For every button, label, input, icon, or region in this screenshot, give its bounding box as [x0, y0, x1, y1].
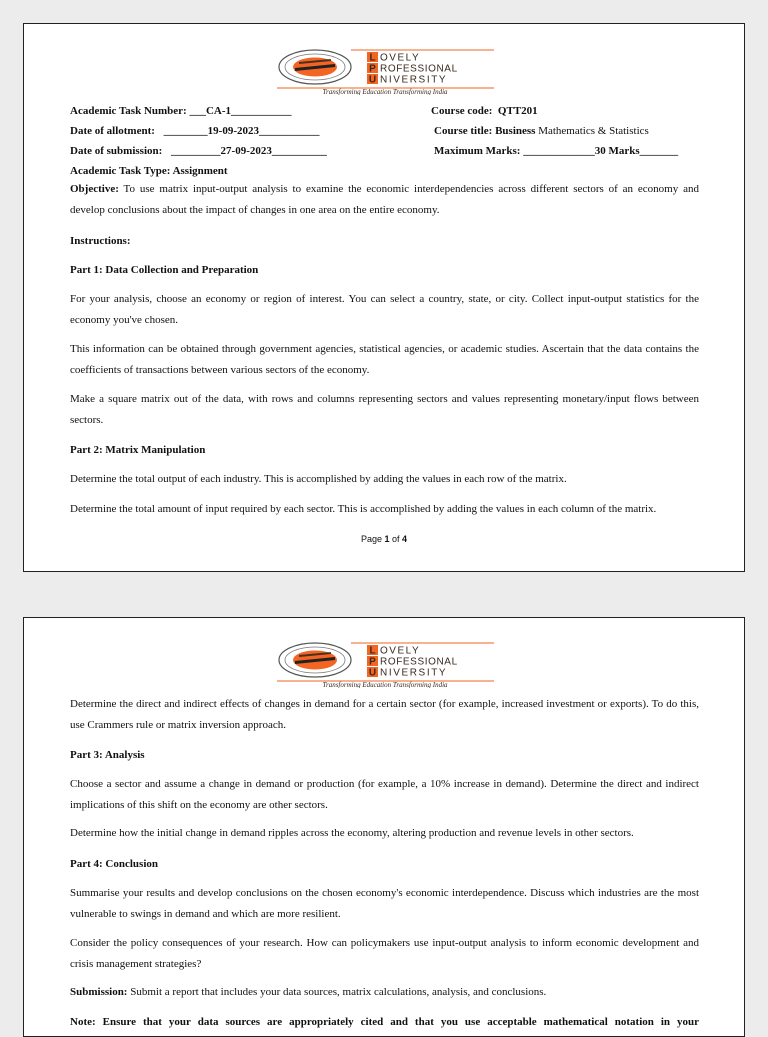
logo-word-professional: ROFESSIONAL: [380, 656, 458, 668]
part3-paragraph-1: Choose a sector and assume a change in demand or production (for example, a 10% increase in demand). Determine the direct and indirect implications of this shift on the economy are other sectors.: [70, 778, 699, 811]
part2-heading: Part 2: Matrix Manipulation: [70, 444, 206, 456]
logo-initial-u: U: [368, 667, 377, 679]
logo-initial-l: L: [369, 645, 376, 657]
logo-word-professional: ROFESSIONAL: [380, 63, 458, 75]
logo-tagline: Transforming Education Transforming India: [322, 681, 448, 688]
logo-initial-l: L: [369, 52, 376, 64]
submission-date-label: Date of submission:: [70, 145, 163, 157]
part4-paragraph-2: Consider the policy consequences of your research. How can policymakers use input-output analysis to inform economic development and crisis management strategies?: [70, 937, 699, 970]
page-number: [24, 534, 744, 544]
objective-paragraph: [70, 179, 699, 221]
logo-word-university: NIVERSITY: [380, 74, 448, 86]
logo-word-lovely: OVELY: [380, 645, 421, 657]
maximum-marks: Maximum Marks: _____________30 Marks_______: [434, 145, 679, 157]
page2-intro-paragraph: Determine the direct and indirect effects of changes in demand for a certain sector (for example, increased investment or exports). To do this, use Crammers rule or matrix inversion approach.: [70, 698, 699, 731]
part2-paragraph-2: Determine the total amount of input required by each sector. This is accomplished by adding the values in each column of the matrix.: [70, 503, 657, 515]
instructions-heading: Instructions:: [70, 235, 131, 247]
course-code-value: QTT201: [497, 105, 538, 117]
page-number-current: 1: [384, 534, 390, 544]
submission-text: Submit a report that includes your data sources, matrix calculations, analysis, and conclusions.: [130, 986, 547, 998]
part4-heading: Part 4: Conclusion: [70, 858, 158, 870]
allotment-value: ________19-09-2023___________: [163, 125, 320, 137]
logo-initial-u: U: [368, 74, 377, 86]
note-paragraph: Note: Ensure that your data sources are appropriately cited and that you use acceptable mathematical notation in your: [70, 1016, 699, 1028]
part1-heading: Part 1: Data Collection and Preparation: [70, 264, 259, 276]
page-number-of: of: [392, 534, 400, 544]
document-page-1: [23, 23, 745, 572]
course-title-value: Mathematics & Statistics: [538, 125, 649, 137]
course-code: [431, 104, 538, 118]
submission-paragraph: [70, 982, 699, 1003]
date-of-submission: [70, 144, 327, 158]
submission-date-value: _________27-09-2023__________: [171, 145, 327, 157]
objective-text: To use matrix input-output analysis to examine the economic interdependencies across different sectors of an economy and develop conclusions about the impact of changes in one area on the entire economy.: [70, 183, 699, 216]
submission-label: Submission:: [70, 986, 128, 998]
part3-heading: Part 3: Analysis: [70, 749, 145, 761]
course-title-label: Course title: Business: [434, 125, 536, 137]
university-logo: [277, 47, 494, 95]
page-number-total: 4: [402, 534, 408, 544]
document-page-2: [23, 617, 745, 1037]
date-of-allotment: [70, 124, 320, 138]
logo-word-lovely: OVELY: [380, 52, 421, 64]
part1-paragraph-3: Make a square matrix out of the data, with rows and columns representing sectors and values representing monetary/input flows between sectors.: [70, 393, 699, 426]
course-title: [434, 124, 649, 138]
part2-paragraph-1: Determine the total output of each industry. This is accomplished by adding the values in each row of the matrix.: [70, 473, 567, 485]
part3-paragraph-2: Determine how the initial change in demand ripples across the economy, altering production and revenue levels in other sectors.: [70, 827, 634, 839]
logo-initial-p: P: [369, 63, 376, 75]
objective-label: Objective:: [70, 183, 119, 195]
university-logo: [277, 640, 494, 688]
allotment-label: Date of allotment:: [70, 125, 155, 137]
logo-tagline: Transforming Education Transforming India: [322, 88, 448, 95]
course-code-label: Course code:: [431, 105, 493, 117]
part4-paragraph-1: Summarise your results and develop conclusions on the chosen economy's economic interdependence. Discuss which industries are the most vulnerable to swings in demand and which are more resilient.: [70, 887, 699, 920]
page-number-label: Page: [360, 534, 382, 544]
part1-paragraph-1: For your analysis, choose an economy or region of interest. You can select a country, state, or city. Collect input-output statistics for the economy you've chosen.: [70, 293, 699, 326]
logo-initial-p: P: [369, 656, 376, 668]
logo-word-university: NIVERSITY: [380, 667, 448, 679]
part1-paragraph-2: This information can be obtained through government agencies, statistical agencies, or academic studies. Ascertain that the data contains the coefficients of transactions between various sectors of the economy.: [70, 343, 699, 376]
academic-task-type: Academic Task Type: Assignment: [70, 165, 228, 177]
academic-task-number: Academic Task Number: ___CA-1___________: [70, 105, 292, 117]
